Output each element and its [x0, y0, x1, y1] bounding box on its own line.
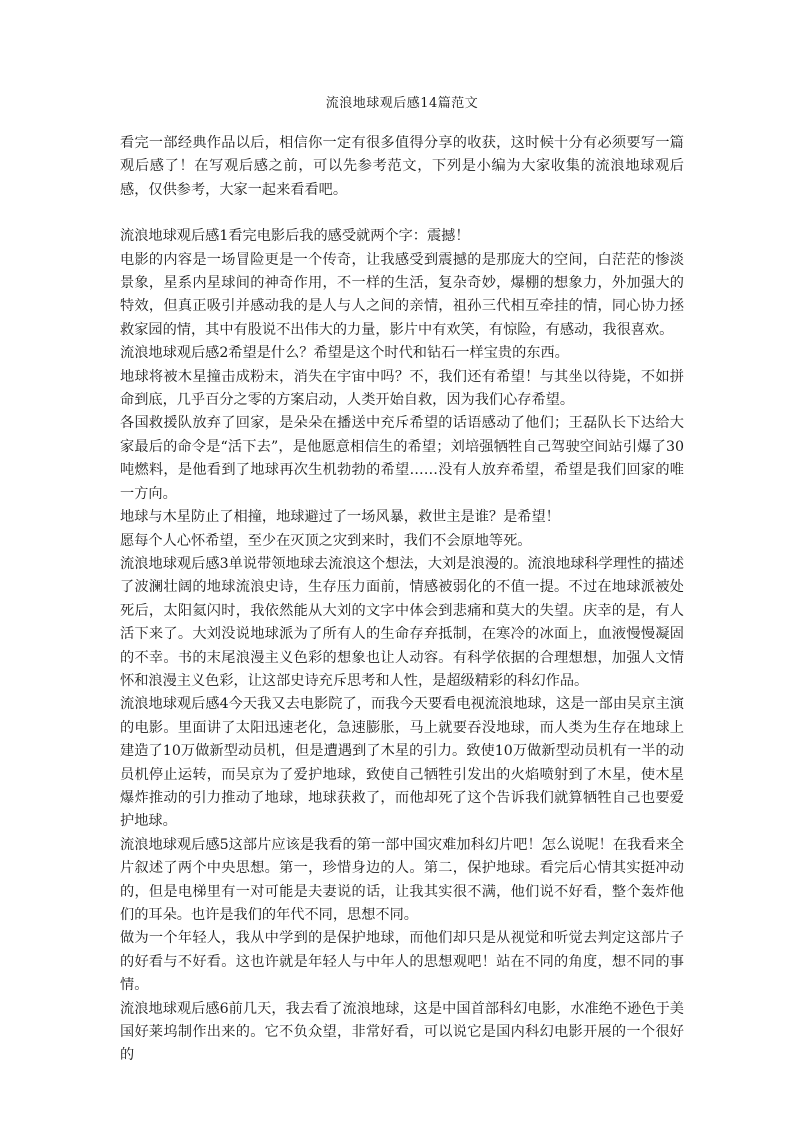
document-page [120, 94, 684, 1068]
essay-4: 流浪地球观后感4今天我又去电影院了，而我今天要看电视流浪地球，这是一部由吴京主演的电影。里面讲了太阳迅速老化，急速膨胀，马上就要吞没地球，而人类为生存在地球上建造了10万做新型动员机，但是遭遇到了木星的引力。致使10万做新型动员机有一半的动员机停止运转，而吴京为了爱护地球，致使自己牺牲引发出的火焰喷射到了木星，使木星爆炸推动的引力推动了地球，地球获救了，而他却死了这个告诉我们就算牺牲自己也要爱护地球。 [120, 696, 684, 830]
essay-5-part-1: 流浪地球观后感5这部片应该是我看的第一部中国灾难加科幻片吧！怎么说呢！在我看来全片叙述了两个中央思想。第一，珍惜身边的人。第二，保护地球。看完后心情其实挺冲动的，但是电梯里有一对可能是夫妻说的话，让我其实很不满，他们说不好看，整个轰炸他们的耳朵。也许是我们的年代不同，思想不同。 [120, 836, 684, 923]
essay-3: 流浪地球观后感3单说带领地球去流浪这个想法，大刘是浪漫的。流浪地球科学理性的描述了波澜壮阔的地球流浪史诗，生存压力面前，情感被弱化的不值一提。不过在地球派被处死后，太阳氦闪时，我依然能从大刘的文字中体会到悲痛和莫大的失望。庆幸的是，有人活下来了。大刘没说地球派为了所有人的生命存弃抵制，在寒冷的冰面上，血液慢慢凝固的不幸。书的末尾浪漫主义色彩的想象也让人动容。有科学依据的合理想想，加强人文情怀和浪漫主义色彩，让这部史诗充斥思考和人性，是超级精彩的科幻作品。 [120, 555, 684, 689]
essay-1-heading: 流浪地球观后感1看完电影后我的感受就两个字：震撼！ [120, 228, 470, 245]
essay-2-heading: 流浪地球观后感2希望是什么？希望是这个时代和钻石一样宝贵的东西。 [120, 345, 569, 362]
essay-2-body-3: 地球与木星防止了相撞，地球避过了一场风暴，救世主是谁？是希望！ [120, 509, 560, 526]
document-title: 流浪地球观后感14篇范文 [325, 96, 479, 111]
intro-paragraph: 看完一部经典作品以后，相信你一定有很多值得分享的收获，这时候十分有必须要写一篇观后感了！在写观后感之前，可以先参考范文，下列是小编为大家收集的流浪地球观后感，仅供参考，大家一起来看看吧。 [120, 135, 684, 198]
essay-2-body-4: 愿每个人心怀希望，至少在灭顶之灾到来时，我们不会原地等死。 [120, 532, 532, 549]
essay-6: 流浪地球观后感6前几天，我去看了流浪地球，这是中国首部科幻电影，水准绝不逊色于美国好莱坞制作出来的。它不负众望，非常好看，可以说它是国内科幻电影开展的一个很好的 [120, 1000, 684, 1064]
essay-5-part-2: 做为一个年轻人，我从中学到的是保护地球，而他们却只是从视觉和听觉去判定这部片子的好看与不好看。这也许就是年轻人与中年人的思想观吧！站在不同的角度，想不同的事情。 [120, 930, 684, 994]
essay-1-body: 电影的内容是一场冒险更是一个传奇，让我感受到震撼的是那庞大的空间，白茫茫的惨淡景象，星系内星球间的神奇作用，不一样的生活，复杂奇妙，爆棚的想象力，外加强大的特效，但真正吸引并感动我的是人与人之间的亲情，祖孙三代相互牵挂的情，同心协力拯救家园的情，其中有股说不出伟大的力量，影片中有欢笑，有惊险，有感动，我很喜欢。 [120, 251, 684, 338]
essay-2-body-1: 地球将被木星撞击成粉末，消失在宇宙中吗？不，我们还有希望！与其坐以待毙，不如拼命到底，几乎百分之零的方案启动，人类开始自救，因为我们心存希望。 [120, 368, 684, 409]
paragraph-gap [120, 202, 684, 225]
essay-2-body-2: 各国救援队放弃了回家，是朵朵在播送中充斥希望的话语感动了他们；王磊队长下达给大家最后的命令是“活下去”，是他愿意相信生的希望；刘培强牺牲自己驾驶空间站引爆了30吨燃料，是他看到了地球再次生机勃勃的希望……没有人放弃希望，希望是我们回家的唯一方向。 [120, 415, 684, 502]
